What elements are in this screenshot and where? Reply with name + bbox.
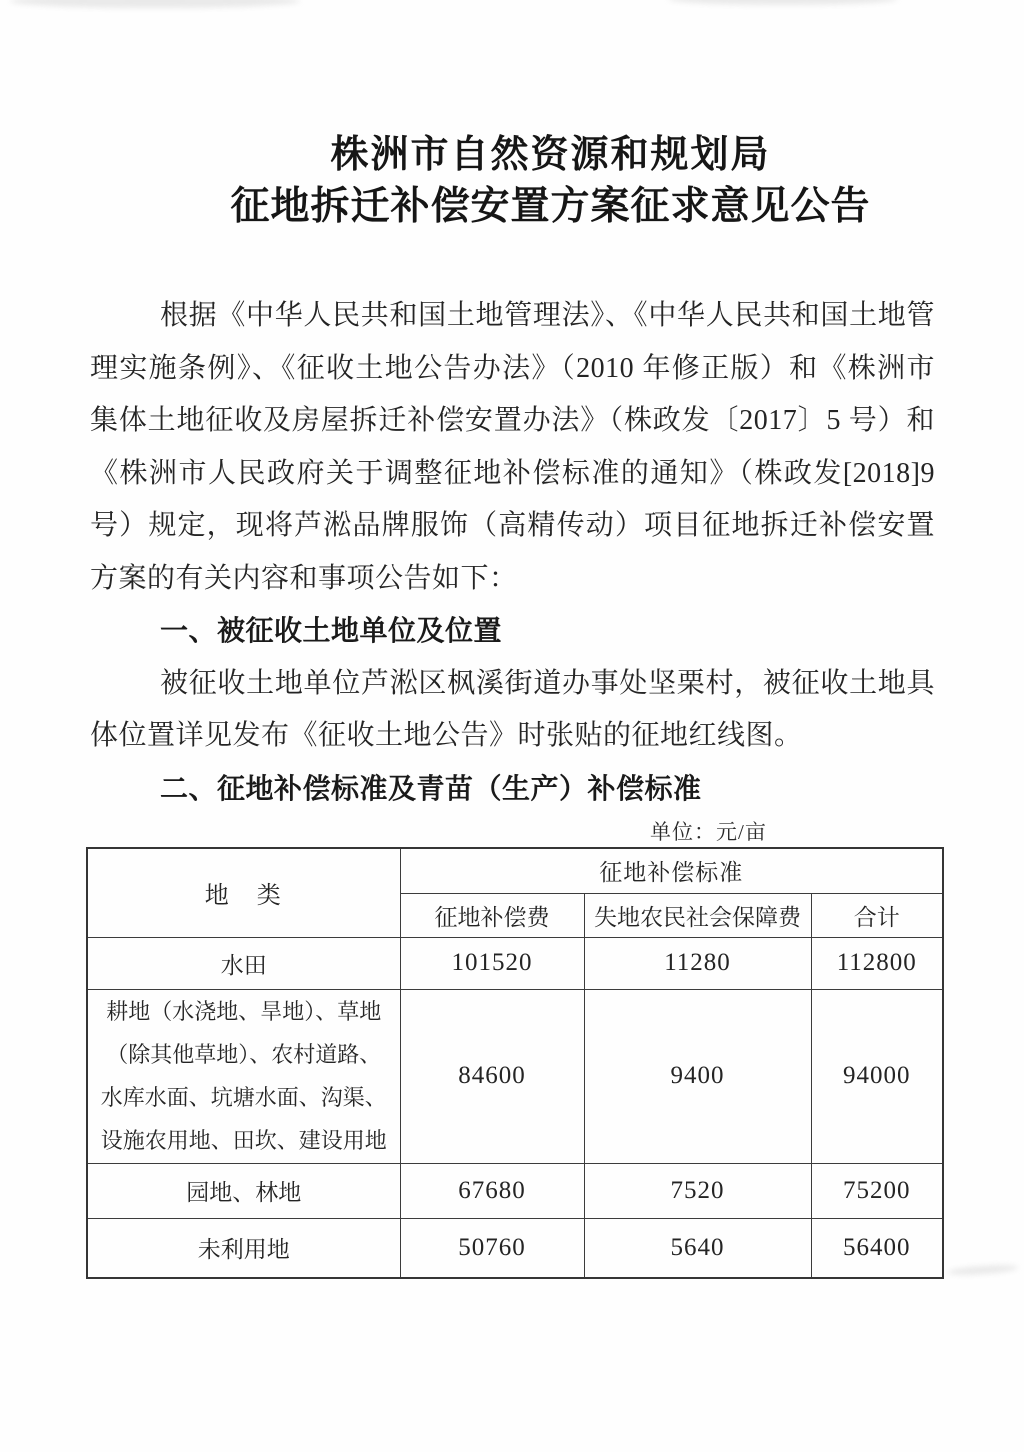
social-security-fee-cell: 5640 bbox=[584, 1218, 811, 1278]
title-line-2: 征地拆迁补偿安置方案征求意见公告 bbox=[230, 185, 871, 228]
land-category-cell: 未利用地 bbox=[87, 1218, 400, 1278]
title-line-1: 株洲市自然资源和规划局 bbox=[330, 134, 771, 176]
land-compensation-fee-cell: 101520 bbox=[400, 937, 584, 989]
compensation-table bbox=[86, 847, 944, 1279]
table-unit-label: 单位：元/亩 bbox=[650, 820, 767, 844]
social-security-fee-cell: 11280 bbox=[584, 937, 811, 989]
column-header-land-category: 地 类 bbox=[87, 848, 400, 937]
document-content bbox=[90, 0, 935, 1279]
column-header-total: 合计 bbox=[811, 893, 943, 937]
table-header-row-group bbox=[87, 848, 943, 893]
land-category-cell: 耕地（水浇地、旱地）、草地（除其他草地）、农村道路、水库水面、坑塘水面、沟渠、设施农用地、田坎、建设用地 bbox=[87, 989, 400, 1163]
total-cell: 112800 bbox=[811, 937, 943, 989]
table-row bbox=[87, 1218, 943, 1278]
section-2-heading: 二、征地补偿标准及青苗（生产）补偿标准 bbox=[160, 772, 702, 804]
land-compensation-fee-cell: 84600 bbox=[400, 989, 584, 1163]
total-cell: 94000 bbox=[811, 989, 943, 1163]
social-security-fee-cell: 9400 bbox=[584, 989, 811, 1163]
table-row bbox=[87, 989, 943, 1163]
land-category-cell: 水田 bbox=[87, 937, 400, 989]
land-compensation-fee-cell: 50760 bbox=[400, 1218, 584, 1278]
document-title bbox=[128, 130, 973, 234]
intro-paragraph: 根据《中华人民共和国土地管理法》、《中华人民共和国土地管理实施条例》、《征收土地公告办法》（2010 年修正版）和《株洲市集体土地征收及房屋拆迁补偿安置办法》（株政发〔2017〕5 号）和《株洲市人民政府关于调整征地补偿标准的通知》（株政发[2018]9 号）规定，现将芦淞品牌服饰（高精传动）项目征地拆迁补偿安置方案的有关内容和事项公告如下： bbox=[90, 300, 935, 594]
land-category-cell: 园地、林地 bbox=[87, 1163, 400, 1218]
column-group-header-compensation-standard: 征地补偿标准 bbox=[400, 848, 943, 893]
section-1-heading: 一、被征收土地单位及位置 bbox=[160, 615, 503, 646]
total-cell: 56400 bbox=[811, 1218, 943, 1278]
scan-artifact bbox=[948, 1264, 1018, 1277]
total-cell: 75200 bbox=[811, 1163, 943, 1218]
column-header-land-compensation-fee: 征地补偿费 bbox=[400, 893, 584, 937]
section-1-paragraph: 被征收土地单位芦淞区枫溪街道办事处坚栗村，被征收土地具体位置详见发布《征收土地公告》时张贴的征地红线图。 bbox=[90, 667, 935, 751]
social-security-fee-cell: 7520 bbox=[584, 1163, 811, 1218]
table-row bbox=[87, 937, 943, 989]
column-header-social-security-fee: 失地农民社会保障费 bbox=[584, 893, 811, 937]
table-row bbox=[87, 1163, 943, 1218]
land-compensation-fee-cell: 67680 bbox=[400, 1163, 584, 1218]
